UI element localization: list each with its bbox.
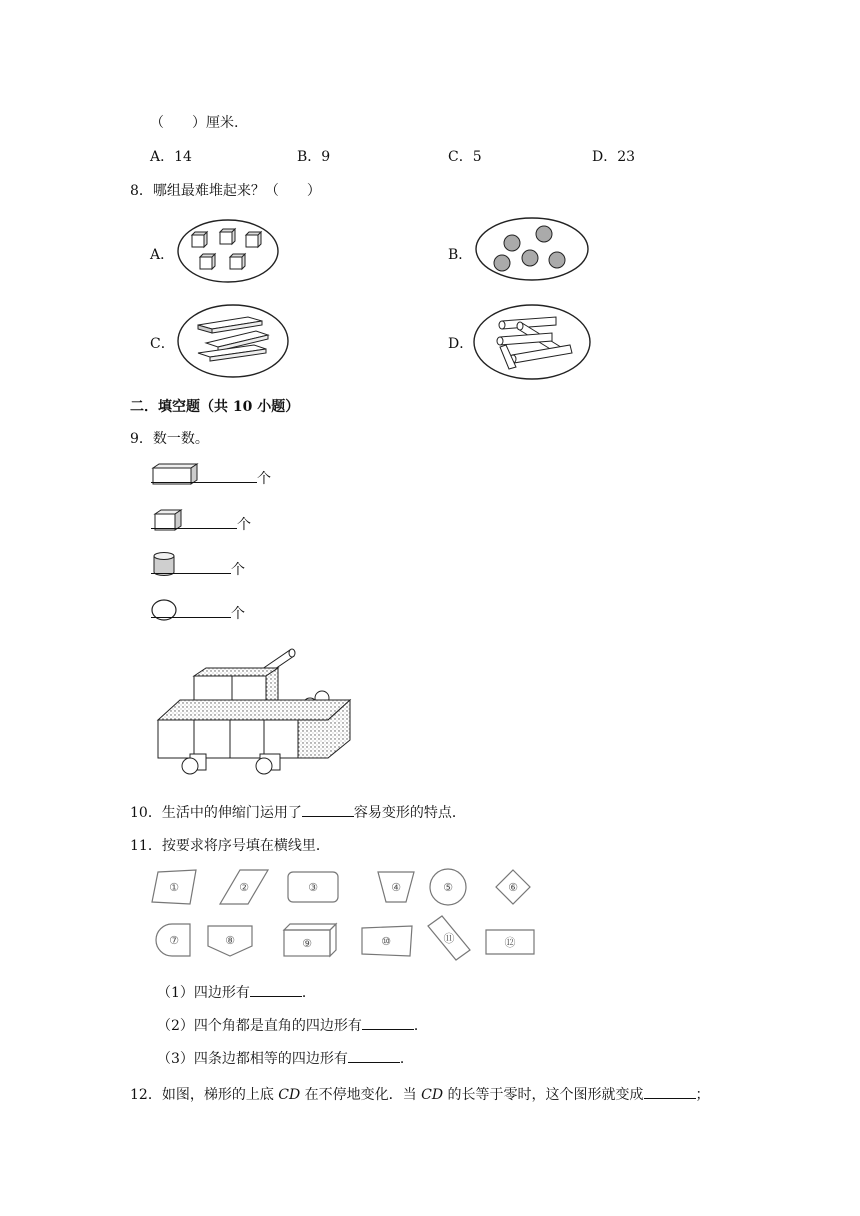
q9-row-cube xyxy=(151,514,251,534)
shape-number: ① xyxy=(169,881,179,894)
q9-row-ball xyxy=(151,603,245,623)
q12-text-b: 在不停地变化．当 xyxy=(300,1087,422,1103)
part-end: ． xyxy=(399,1051,414,1067)
balls-plate-image[interactable] xyxy=(474,216,590,282)
q9-row-cylinder xyxy=(151,559,245,579)
part-text: （3）四条边都相等的四边形有 xyxy=(157,1051,348,1067)
shape-number: ⑩ xyxy=(381,935,391,948)
shape-number: ⑪ xyxy=(443,932,455,945)
shape-number: ⑧ xyxy=(225,934,235,947)
q12-line xyxy=(130,1084,710,1104)
q8-label-c: C． xyxy=(150,336,175,352)
q11-answer-blank-1[interactable] xyxy=(250,982,302,997)
option-letter: D． xyxy=(592,149,618,165)
q8-label-d: D． xyxy=(448,336,474,352)
q11-part-3 xyxy=(157,1048,414,1068)
q12-end: ； xyxy=(695,1087,710,1103)
q10-line xyxy=(130,802,466,822)
shape-number: ④ xyxy=(391,881,401,894)
unit-label: 个 xyxy=(231,562,245,578)
q12-text-c: 的长等于零时，这个图形就变成 xyxy=(443,1087,644,1103)
q10-text-after: 容易变形的特点． xyxy=(353,805,466,821)
option-value: 9 xyxy=(321,149,331,165)
part-text: （2）四个角都是直角的四边形有 xyxy=(157,1018,362,1034)
answer-blank-cuboid[interactable] xyxy=(151,468,257,483)
answer-blank-cube[interactable] xyxy=(151,514,237,529)
answer-blank-ball[interactable] xyxy=(151,603,231,618)
option-value: 5 xyxy=(472,149,482,165)
part-end: ． xyxy=(413,1018,428,1034)
shape-number: ⑥ xyxy=(508,881,518,894)
option-letter: C． xyxy=(448,149,473,165)
unit-label: 个 xyxy=(237,517,251,533)
block-tank-figure xyxy=(150,642,356,782)
q7-option-d[interactable] xyxy=(592,146,635,166)
option-value: 14 xyxy=(174,149,192,165)
numbered-shapes-figure xyxy=(150,866,542,964)
q11-part-1 xyxy=(157,982,316,1002)
boards-plate-image[interactable] xyxy=(176,303,290,379)
shape-number: ② xyxy=(239,881,249,894)
q12-answer-blank[interactable] xyxy=(644,1084,696,1099)
q7-option-c[interactable] xyxy=(448,146,482,166)
q9-stem: 9．数一数。 xyxy=(130,431,209,447)
q12-cd-2: CD xyxy=(421,1087,444,1103)
q8-stem: 8．哪组最难堆起来？（ ） xyxy=(130,183,321,199)
cubes-plate-image[interactable] xyxy=(176,218,280,284)
q10-answer-blank[interactable] xyxy=(302,802,354,817)
shape-number: ⑤ xyxy=(443,881,453,894)
q7-option-a[interactable] xyxy=(150,146,192,166)
q8-label-b: B． xyxy=(448,247,473,263)
q11-stem: 11．按要求将序号填在横线里． xyxy=(130,838,330,854)
unit-label: 个 xyxy=(257,471,271,487)
q7-option-b[interactable] xyxy=(297,146,330,166)
q7-stem-tail: （ ）厘米. xyxy=(150,115,239,131)
q12-cd-1: CD xyxy=(278,1087,301,1103)
answer-blank-cylinder[interactable] xyxy=(151,559,231,574)
sticks-plate-image[interactable] xyxy=(472,303,592,381)
q11-answer-blank-2[interactable] xyxy=(362,1015,414,1030)
unit-label: 个 xyxy=(231,606,245,622)
option-letter: B． xyxy=(297,149,322,165)
q11-answer-blank-3[interactable] xyxy=(348,1048,400,1063)
option-value: 23 xyxy=(617,149,636,165)
part-end: ． xyxy=(301,985,316,1001)
option-letter: A． xyxy=(150,149,175,165)
q10-text-before: 10．生活中的伸缩门运用了 xyxy=(130,805,302,821)
q11-part-2 xyxy=(157,1015,428,1035)
shape-number: ⑦ xyxy=(169,934,179,947)
q8-label-a: A． xyxy=(150,247,175,263)
q9-row-cuboid xyxy=(151,468,271,488)
q12-text-a: 12．如图，梯形的上底 xyxy=(130,1087,279,1103)
section-title: 二．填空题（共 10 小题） xyxy=(130,399,300,415)
shape-number: ⑫ xyxy=(504,936,516,949)
part-text: （1）四边形有 xyxy=(157,985,250,1001)
shape-number: ③ xyxy=(308,881,318,894)
shape-number: ⑨ xyxy=(302,937,312,950)
